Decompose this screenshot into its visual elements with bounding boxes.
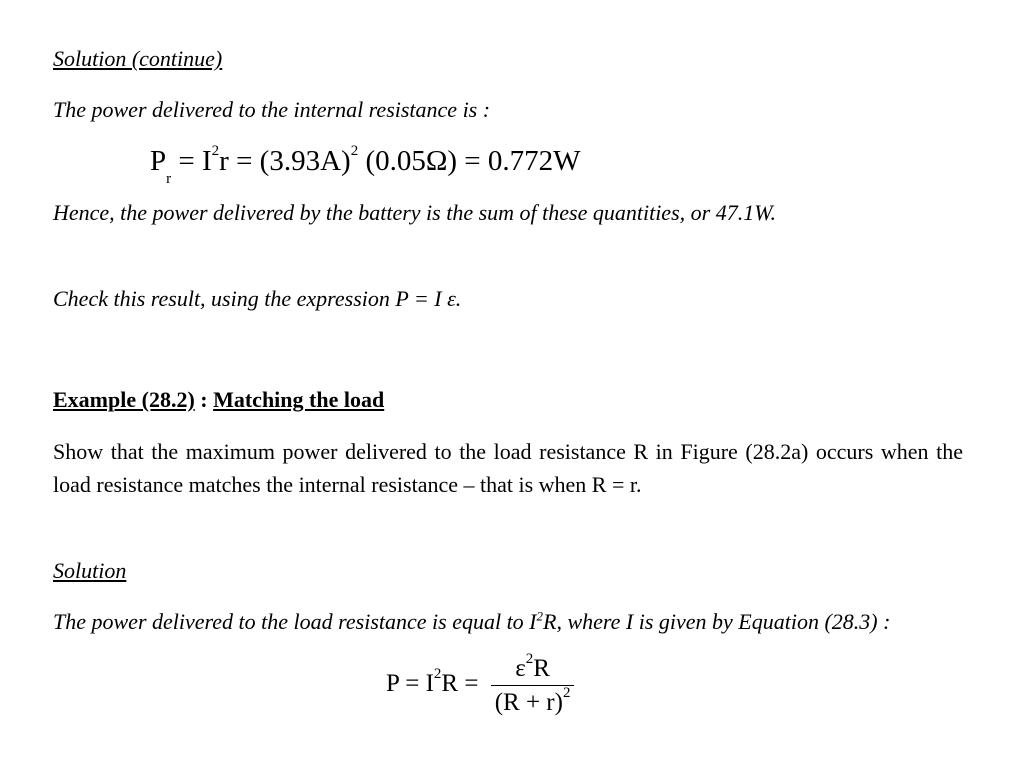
check-result-text: Check this result, using the expression P = I ε. (53, 286, 462, 311)
eq2-num-sup: 2 (525, 650, 534, 667)
eq2-num-R: R (533, 655, 550, 682)
example-label: Example (28.2) (53, 387, 195, 412)
eq1-result: (0.05Ω) = 0.772W (358, 145, 581, 177)
eq2-fraction (491, 650, 575, 716)
eq1-r-current: r = (3.93A) (219, 145, 351, 177)
load-power-text-a: The power delivered to the load resistance is equal to I (53, 609, 537, 634)
eq1-paren-sup: 2 (350, 143, 359, 160)
eq2-lhs-rest: R = (441, 670, 485, 698)
load-power-equation (386, 650, 574, 716)
eq2-den-text: (R + r) (494, 689, 563, 716)
example-title: Matching the load (213, 387, 385, 412)
solution-heading: Solution (53, 558, 127, 583)
example-problem-text: Show that the maximum power delivered to the load resistance R in Figure (28.2a) occurs when the load resistance matches the internal resistance – that is when R = r. (53, 439, 963, 497)
example-heading (53, 383, 963, 416)
eq2-numerator (491, 650, 575, 686)
load-power-text-b: R, where I is given by Equation (28.3) : (543, 609, 891, 634)
example-separator: : (194, 387, 214, 412)
load-power-text-sup: 2 (536, 608, 544, 624)
eq2-denominator (491, 686, 575, 715)
battery-power-text: Hence, the power delivered by the battery is the sum of these quantities, or 47.1W. (53, 200, 777, 225)
internal-resistance-power-text: The power delivered to the internal resistance is : (53, 97, 491, 122)
eq2-den-sup: 2 (562, 684, 571, 701)
eq2-lhs-sup: 2 (433, 665, 442, 682)
solution-continue-heading: Solution (continue) (53, 46, 223, 71)
load-power-text (53, 605, 963, 638)
eq1-P-sub: r (166, 170, 172, 187)
eq1-P: P (150, 145, 167, 177)
eq1-equals-I: = I (171, 145, 212, 177)
eq2-num-epsilon: ε (515, 655, 526, 682)
internal-power-equation (150, 143, 581, 187)
eq1-I-sup: 2 (211, 143, 220, 160)
eq2-lhs: P = I (386, 670, 434, 698)
